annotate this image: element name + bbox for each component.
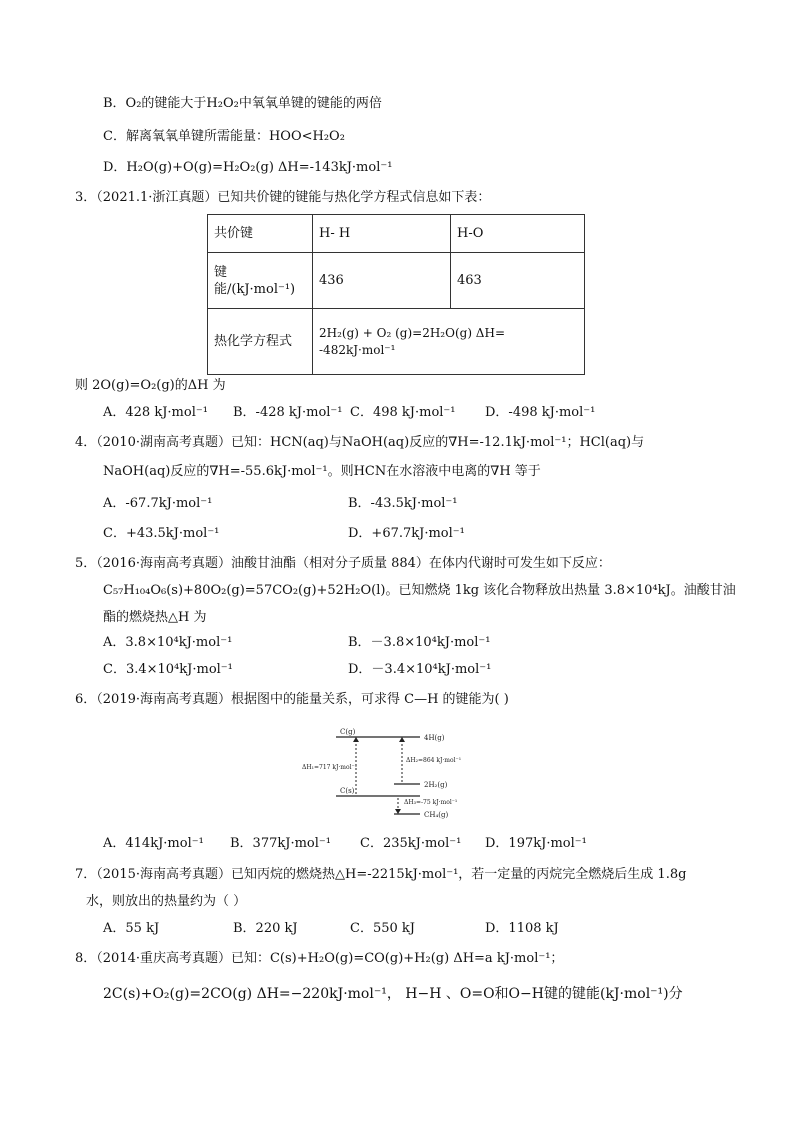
table-value-equation: 2H₂(g) + O₂ (g)=2H₂O(g) ΔH= -482kJ·mol⁻¹: [313, 309, 585, 375]
q4-options-row1: [103, 495, 603, 513]
q4-option-c: C．+43.5kJ·mol⁻¹: [103, 526, 220, 541]
q7-option-b: B．220 kJ: [233, 921, 298, 936]
q4-option-d: D．+67.7kJ·mol⁻¹: [348, 526, 465, 541]
q7-option-d: D．1108 kJ: [485, 921, 559, 936]
q8-stem-line1: 8．（2014·重庆高考真题）已知：C(s)+H₂O(g)=CO(g)+H₂(g) ΔH=a kJ·mol⁻¹；: [75, 951, 564, 966]
energy-level-diagram: [300, 724, 520, 824]
table-header-hh: H- H: [313, 215, 451, 253]
table-label-equation: 热化学方程式: [208, 309, 313, 375]
arrowhead-dh3: [395, 809, 401, 814]
q5-options-row1: [103, 634, 603, 652]
label-2h2: 2H₂(g): [424, 781, 448, 789]
q7-stem-line1: 7．（2015·海南高考真题）已知丙烷的燃烧热△H=-2215kJ·mol⁻¹，若一定量的丙烷完全燃烧后生成 1.8g: [75, 867, 687, 882]
q4-option-b: B．-43.5kJ·mol⁻¹: [348, 496, 458, 511]
q7-option-c: C．550 kJ: [350, 921, 415, 936]
q6-option-a: A．414kJ·mol⁻¹: [103, 836, 204, 851]
label-dh1: ΔH₁=717 kJ·mol⁻¹: [302, 764, 358, 771]
label-ch4: CH₄(g): [424, 811, 449, 819]
q5-stem-line3: 酯的燃烧热△H 为: [103, 610, 207, 625]
q2-option-b: B．O₂的键能大于H₂O₂中氧氧单键的键能的两倍: [103, 96, 382, 111]
q6-option-c: C．235kJ·mol⁻¹: [360, 836, 462, 851]
table-value-hh: 436: [313, 253, 451, 309]
q7-options: [103, 920, 723, 938]
q6-stem: 6．（2019·海南高考真题）根据图中的能量关系，可求得 C—H 的键能为( ): [75, 692, 509, 707]
q3-option-a: A．428 kJ·mol⁻¹: [103, 405, 208, 420]
q8-stem-line2: 2C(s)+O₂(g)=2CO(g) ΔH=−220kJ·mol⁻¹， H−H 、O=O和O−H键的键能(kJ·mol⁻¹)分: [103, 986, 683, 1002]
q6-option-d: D．197kJ·mol⁻¹: [485, 836, 587, 851]
q5-stem-line2: C₅₇H₁₀₄O₆(s)+80O₂(g)=57CO₂(g)+52H₂O(l)。已知燃烧 1kg 该化合物释放出热量 3.8×10⁴kJ。油酸甘油: [103, 583, 736, 598]
q7-option-a: A．55 kJ: [103, 921, 160, 936]
label-c-gas: C(g): [340, 728, 356, 736]
table-header-ho: H-O: [451, 215, 585, 253]
q7-stem-line2: 水，则放出的热量约为（ ）: [86, 894, 247, 909]
q5-options-row2: [103, 661, 603, 679]
q4-option-a: A．-67.7kJ·mol⁻¹: [103, 496, 213, 511]
q3-option-d: D．-498 kJ·mol⁻¹: [485, 405, 596, 420]
q5-stem-line1: 5．（2016·海南高考真题）油酸甘油酯（相对分子质量 884）在体内代谢时可发生如下反应：: [75, 556, 611, 571]
label-4h: 4H(g): [424, 734, 445, 742]
q3-option-b: B．-428 kJ·mol⁻¹: [233, 405, 343, 420]
q4-options-row2: [103, 525, 603, 543]
q5-option-c: C．3.4×10⁴kJ·mol⁻¹: [103, 662, 233, 677]
bond-energy-table: [207, 214, 585, 375]
q5-option-a: A．3.8×10⁴kJ·mol⁻¹: [103, 635, 233, 650]
q3-stem: 3．（2021.1·浙江真题）已知共价键的键能与热化学方程式信息如下表：: [75, 190, 491, 205]
table-value-ho: 463: [451, 253, 585, 309]
table-header-bond: 共价键: [208, 215, 313, 253]
table-label-bond-energy: 键能/(kJ·mol⁻¹): [208, 253, 313, 309]
q3-ask: 则 2O(g)=O₂(g)的ΔH 为: [75, 378, 226, 393]
q2-option-d: D．H₂O(g)+O(g)=H₂O₂(g) ΔH=-143kJ·mol⁻¹: [103, 160, 393, 175]
q6-option-b: B．377kJ·mol⁻¹: [230, 836, 331, 851]
q5-option-b: B．－3.8×10⁴kJ·mol⁻¹: [348, 635, 491, 650]
q4-stem-line2: NaOH(aq)反应的∇H=-55.6kJ·mol⁻¹。则HCN在水溶液中电离的∇H 等于: [103, 464, 541, 479]
q3-options: [103, 404, 723, 422]
q2-option-c: C．解离氧氧单键所需能量：HOO<H₂O₂: [103, 129, 345, 144]
q5-option-d: D．－3.4×10⁴kJ·mol⁻¹: [348, 662, 492, 677]
label-c-solid: C(s): [340, 787, 355, 795]
q4-stem-line1: 4．（2010·湖南高考真题）已知：HCN(aq)与NaOH(aq)反应的∇H=-12.1kJ·mol⁻¹；HCl(aq)与: [75, 435, 645, 450]
arrowhead-dh2: [399, 737, 405, 742]
label-dh3: ΔH₃=-75 kJ·mol⁻¹: [404, 799, 458, 806]
q6-options: [103, 835, 723, 853]
label-dh2: ΔH₂=864 kJ·mol⁻¹: [406, 757, 462, 764]
arrowhead-dh1: [353, 737, 359, 742]
q3-option-c: C．498 kJ·mol⁻¹: [350, 405, 456, 420]
